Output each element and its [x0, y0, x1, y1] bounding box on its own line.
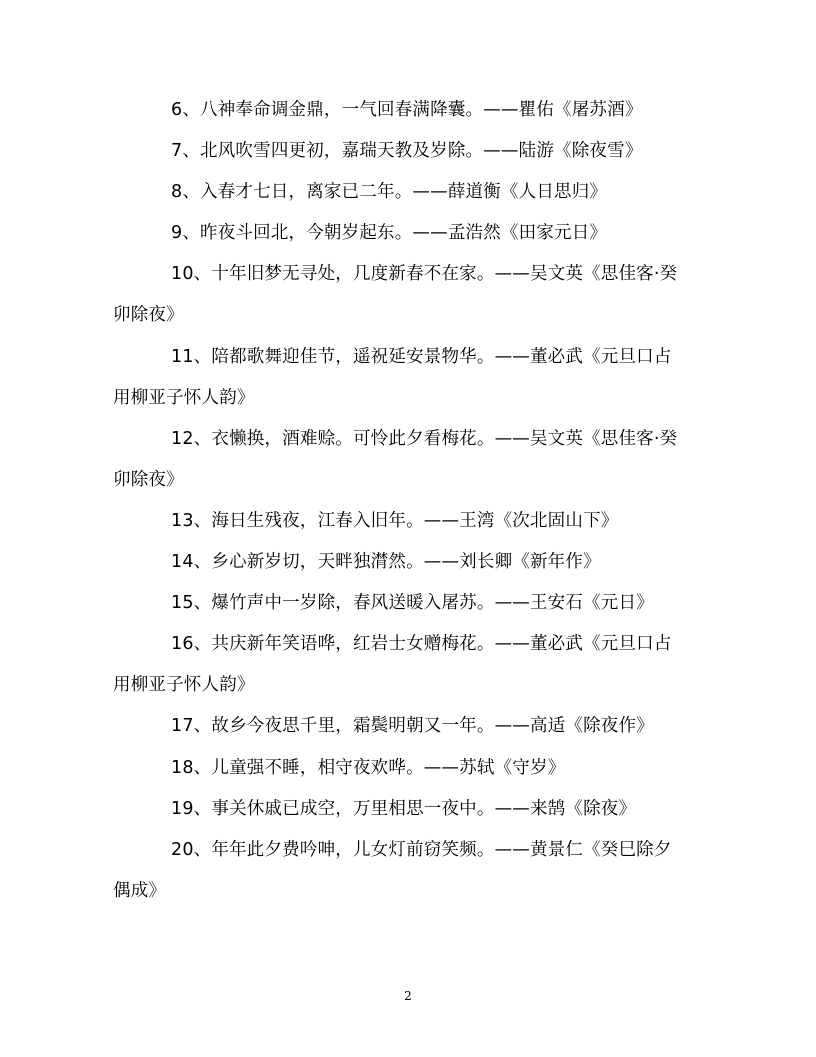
- document-body: [113, 100, 703, 922]
- verse-line: 6、八神奉命调金鼎，一气回春满降囊。——瞿佑《屠苏酒》: [171, 100, 643, 120]
- verse-line-continuation: 卯除夜》: [113, 305, 184, 326]
- verse-line: 19、事关休戚已成空，万里相思一夜中。——来鹄《除夜》: [171, 798, 637, 819]
- verse-line: 12、衣懒换，酒难赊。可怜此夕看梅花。——吴文英《思佳客·癸: [171, 428, 678, 449]
- verse-line: 18、儿童强不睡，相守夜欢哗。——苏轼《守岁》: [171, 757, 566, 778]
- verse-line-continuation: 卯除夜》: [113, 469, 184, 490]
- verse-line: 15、爆竹声中一岁除，春风送暖入屠苏。——王安石《元日》: [171, 593, 654, 614]
- verse-line: 8、入春才七日，离家已二年。——薛道衡《人日思归》: [171, 182, 608, 203]
- verse-line: 20、年年此夕费吟呻，儿女灯前窃笑频。——黄景仁《癸巳除夕: [171, 839, 672, 860]
- page-number: 2: [404, 989, 412, 1003]
- verse-line: 11、陪都歌舞迎佳节，遥祝延安景物华。——董必武《元旦口占: [171, 346, 672, 367]
- verse-line: 16、共庆新年笑语哗，红岩士女赠梅花。——董必武《元旦口占: [171, 634, 672, 655]
- verse-line-continuation: 偶成》: [113, 880, 167, 901]
- verse-line: 9、昨夜斗回北，今朝岁起东。——孟浩然《田家元日》: [171, 223, 608, 244]
- verse-line-continuation: 用柳亚子怀人韵》: [113, 675, 255, 696]
- verse-line: 14、乡心新岁切，天畔独潸然。——刘长卿《新年作》: [171, 552, 601, 573]
- verse-line-continuation: 用柳亚子怀人韵》: [113, 387, 255, 408]
- verse-line: 13、海日生残夜，江春入旧年。——王湾《次北固山下》: [171, 510, 619, 531]
- verse-line: 17、故乡今夜思千里，霜鬓明朝又一年。——高适《除夜作》: [171, 716, 654, 737]
- verse-line: 10、十年旧梦无寻处，几度新春不在家。——吴文英《思佳客·癸: [171, 264, 678, 285]
- verse-line: 7、北风吹雪四更初，嘉瑞天教及岁除。——陆游《除夜雪》: [171, 141, 643, 162]
